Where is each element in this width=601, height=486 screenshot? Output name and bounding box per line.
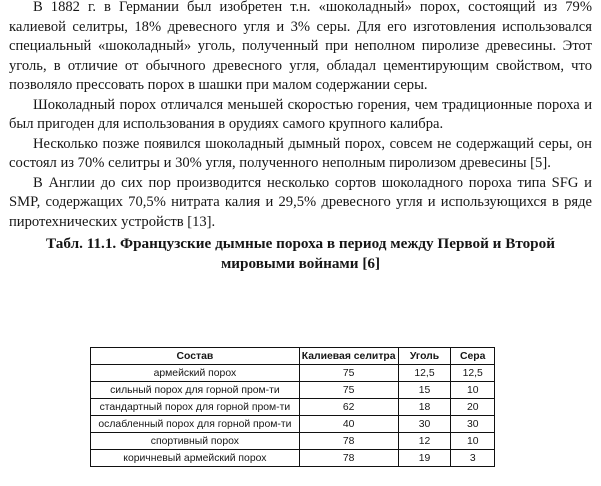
cell-composition: армейский порох bbox=[91, 365, 300, 382]
cell-composition: сильный порох для горной пром-ти bbox=[91, 382, 300, 399]
table-caption: Табл. 11.1. Французские дымные пороха в период между Первой и Второй мировыми войнами [6] bbox=[46, 235, 555, 272]
cell-sulfur: 10 bbox=[451, 382, 495, 399]
paragraph-sulfur-free-powder: Несколько позже появился шоколадный дымный порох, совсем не содержащий серы, он состоял из 70% селитры и 30% угля, полученного неполным пиролизом древесины [5]. bbox=[9, 135, 592, 171]
cell-charcoal: 30 bbox=[398, 416, 451, 433]
table-row bbox=[91, 399, 495, 416]
table-row bbox=[91, 433, 495, 450]
table-header-row bbox=[91, 348, 495, 365]
cell-charcoal: 15 bbox=[398, 382, 451, 399]
cell-charcoal: 19 bbox=[398, 450, 451, 467]
cell-composition: стандартный порох для горной пром-ти bbox=[91, 399, 300, 416]
paragraph-burning-rate: Шоколадный порох отличался меньшей скоростью горения, чем традиционные пороха и был пригоден для использования в орудиях самого крупного калибра. bbox=[9, 96, 592, 132]
cell-charcoal: 12,5 bbox=[398, 365, 451, 382]
header-composition: Состав bbox=[91, 348, 300, 365]
paragraph-chocolate-powder-history: В 1882 г. в Германии был изобретен т.н. «шоколадный» порох, состоящий из 79% калиевой селитры, 18% древесного угля и 3% серы. Для его изготовления использовался специальный «шоколадный» уголь, полученный при неполном пиролизе древесины. Этот уголь, в отличие от обычного древесного угля, обладал цементирующим свойством, что позволяло прессовать порох в шашки при малом содержании серы. bbox=[9, 0, 592, 93]
cell-potassium-nitrate: 78 bbox=[299, 450, 398, 467]
cell-potassium-nitrate: 78 bbox=[299, 433, 398, 450]
cell-composition: ослабленный порох для горной пром-ти bbox=[91, 416, 300, 433]
cell-composition: коричневый армейский порох bbox=[91, 450, 300, 467]
cell-sulfur: 12,5 bbox=[451, 365, 495, 382]
cell-potassium-nitrate: 75 bbox=[299, 365, 398, 382]
cell-sulfur: 3 bbox=[451, 450, 495, 467]
document-page bbox=[9, 0, 592, 274]
table-row bbox=[91, 382, 495, 399]
cell-potassium-nitrate: 62 bbox=[299, 399, 398, 416]
cell-sulfur: 30 bbox=[451, 416, 495, 433]
cell-charcoal: 18 bbox=[398, 399, 451, 416]
cell-sulfur: 20 bbox=[451, 399, 495, 416]
table-row bbox=[91, 365, 495, 382]
cell-potassium-nitrate: 75 bbox=[299, 382, 398, 399]
header-charcoal: Уголь bbox=[398, 348, 451, 365]
table-row bbox=[91, 450, 495, 467]
cell-composition: спортивный порох bbox=[91, 433, 300, 450]
table-row bbox=[91, 416, 495, 433]
header-sulfur: Сера bbox=[451, 348, 495, 365]
composition-table-container bbox=[90, 347, 495, 467]
cell-potassium-nitrate: 40 bbox=[299, 416, 398, 433]
composition-table bbox=[90, 347, 495, 467]
header-potassium-nitrate: Калиевая селитра bbox=[299, 348, 398, 365]
cell-sulfur: 10 bbox=[451, 433, 495, 450]
cell-charcoal: 12 bbox=[398, 433, 451, 450]
paragraph-england-grades: В Англии до сих пор производится несколько сортов шоколадного пороха типа SFG и SMP, содержащих 70,5% нитрата калия и 29,5% древесного угля и использующихся в ряде пиротехнических устройств [13]. bbox=[9, 174, 592, 230]
